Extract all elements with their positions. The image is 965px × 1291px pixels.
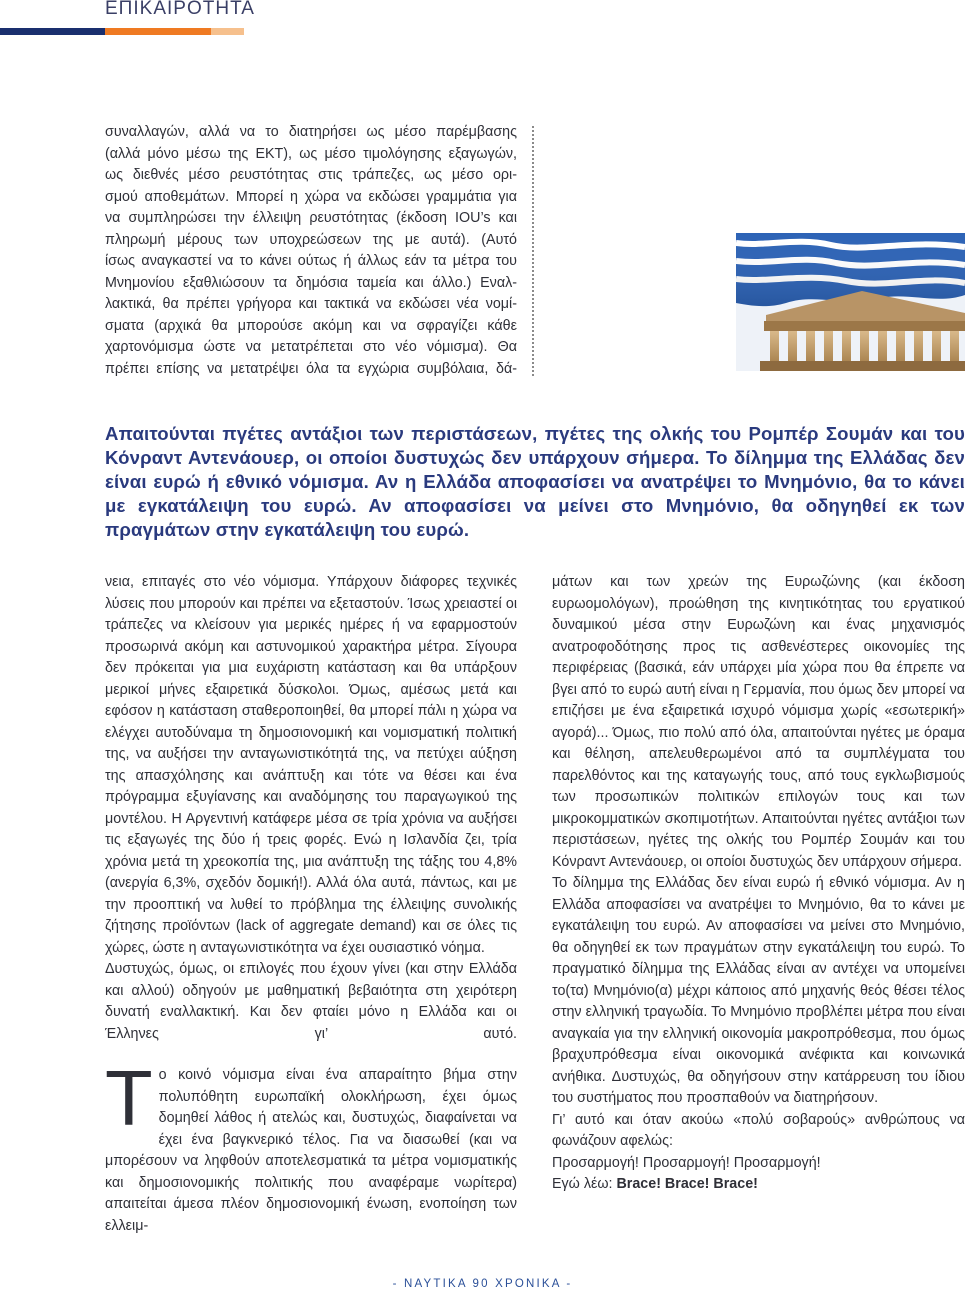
paragraph: Γι’ αυτό και όταν ακούω «πολύ σοβαρούς» ανθρώπους να φωνάζουν αφελώς: — [552, 1111, 965, 1149]
text-line: να συμπληρώσει την έλλειψη ρευστότητας (έκδοση IOU’s και — [105, 210, 517, 226]
paragraph: Το δίλημμα της Ελλάδας δεν είναι ευρώ ή εθνικό νόμισμα. Αν η Ελλάδα αποφασίσει να ανατρέψει το Μνημόνιο, θα το κάνει με εγκατάλειψη του ευρώ. Αν αποφασίσει να μείνει στο Μνημόνιο, θα οδηγηθεί εκ των πραγμάτων στην εγκατάλειψη του ευρώ. Το πραγματικό δίλημμα της Ελλάδας είναι αν αντέχει να υπομείνει το(τα) Μνημόνιο(α) μέχρι κάποιος από μηχανής θεός θέσει τέλος στην ελληνική τραγωδία. Το Μνημόνιο προβλέπει μέτρα που είναι αναγκαία για την ελληνική οικονομία μακροπρόθεσμα, που όμως βραχυπρόθεσμα είναι οικονομικά ανέφικτα και κοινωνικά ανήθικα. Δυστυχώς, θα οδηγήσουν στην κατάρρευση του ίδιου του συστήματος που προσπαθούν να διατηρήσουν. — [552, 875, 965, 1106]
text-line: πληρωμή μέρους των υποχρεώσεων της με αυτά). (Αυτό — [105, 231, 517, 248]
text-line: Μνημονίου εξαθλιώσουν τα δημόσια ταμεία και άλλο.) Εναλ- — [105, 274, 517, 291]
paragraph-text: Εγώ λέω: — [552, 1176, 617, 1192]
header-bar-navy — [0, 28, 105, 35]
paragraph-text: ο κοινό νόμισμα είναι ένα απαραίτητο βήμα στην πολυπόθητη ευρωπαϊκή ολοκλήρωση, έχει όμως δομηθεί λάθος ή ατελώς και, δυστυχώς, διαφαίνεται να έχει ένα βαγκνερικό τέλος. Για να διασωθεί (και να μπορέσουν να ληφθούν αποτελεσματικά τα μέτρα νομισματικής και δημοσιονομικής πολιτικής που αναφέραμε νωρίτερα) απαιτείται άμεσα πλέον δημοσιονομική ένωση, ενοποίηση των ελλειμ- — [105, 1067, 517, 1234]
text-line: λακτικά, θα πρέπει γρήγορα και τακτικά να εκδώσει νέα νομί- — [105, 296, 517, 312]
text-line: σματα (αρχικά θα μπορούσε ακόμη και να σφραγίζει κάθε — [105, 317, 517, 334]
text-line: χαρτονόμισμα ώστε να μετατρέπεται στο νέο νόμισμα). Θα — [105, 339, 517, 355]
header-bar-orange — [105, 28, 211, 35]
column-divider — [532, 126, 534, 376]
page-number: 90 — [472, 1278, 490, 1290]
drop-cap: Τ — [105, 1054, 153, 1142]
acropolis-flag-photo — [736, 233, 965, 371]
bold-emphasis: Brace! Brace! Brace! — [616, 1176, 758, 1192]
page-footer — [0, 1278, 965, 1290]
section-title: ΕΠΙΚΑΙΡΟΤΗΤΑ — [105, 0, 255, 19]
left-text-column — [105, 572, 517, 1237]
text-line: πρέπει επίσης να μετατρέψει όλα τα εγχώρια συμβόλαια, δά- — [105, 360, 517, 377]
text-line: σμού αποθεμάτων. Μπορεί η χώρα να εκδώσει γραμμάτια για — [105, 188, 517, 205]
pull-quote: Απαιτούνται πγέτες αντάξιοι των περιστάσεων, πγέτες της ολκής του Ρομπέρ Σουμάν και του Κόνραντ Αντενάουερ, οι οποίοι δυστυχώς δεν υπάρχουν σήμερα. Το δίλημμα της Ελλάδας δεν είναι ευρώ ή εθνικό νόμισμα. Αν η Ελλάδα αποφασίσει να ανατρέψει το Μνημόνιο, θα το κάνει με εγκατάλειψη του ευρώ. Αν αποφασίσει να μείνει στο Μνημόνιο, θα οδηγηθεί εκ των πραγμάτων στην εγκατάλειψη του ευρώ. — [105, 423, 965, 540]
top-text-column — [105, 122, 517, 380]
header-bar-peach — [211, 28, 244, 35]
paragraph: Δυστυχώς, όμως, οι επιλογές που έχουν γίνει (και στην Ελλάδα και αλλού) οδηγούν με μαθηματική βεβαιότητα στη χειρότερη δυνατή εναλλακτική. Και δεν φταίει μόνο η Ελλάδα και οι Έλληνες γι’ αυτό. — [105, 961, 517, 1042]
text-line: συναλλαγών, αλλά να το διατηρήσει ως μέσο παρέμβασης — [105, 124, 517, 140]
footer-right: ΧΡΟΝΙΚΑ - — [489, 1278, 573, 1290]
text-line: ίσως αναγκαστεί να το κάνει ούτως ή άλλως εάν τα μέτρα του — [105, 253, 517, 269]
right-text-column — [552, 572, 965, 1196]
paragraph-with-dropcap — [105, 1054, 517, 1237]
paragraph — [552, 1174, 965, 1196]
footer-left: - ΝΑΥΤΙΚΑ — [392, 1278, 473, 1290]
paragraph: νεια, επιταγές στο νέο νόμισμα. Υπάρχουν διάφορες τεχνικές λύσεις που μπορούν και πρέπει να εξεταστούν. Ίσως χρειαστεί οι τράπεζες να κλείσουν για μερικές ημέρες ή να εφαρμοστούν προσωρινά ακόμη και αστυνομικού χαρακτήρα μέτρα. Σίγουρα δεν πρόκειται για μια ευχάριστη κατάσταση και θα υπάρξουν μερικοί μήνες εξαιρετικά δύσκολοι. Όμως, αμέσως μετά και εφόσον η κατάσταση σταθεροποιηθεί, θα μπορεί πάλι η χώρα να ελέγχει αυτοδύναμα τη δημοσιονομική και νομισματική πολιτική της, να αυξήσει την ανταγωνιστικότητά της, να πετύχει αύξηση της απασχόλησης και ανάπτυξη και τότε να θέσει και ένα πρόγραμμα εξυγίανσης και αναδόμησης του παραγωγικού της μοντέλου. Η Αργεντινή κατάφερε μέσα σε τρία χρόνια να αυξήσει τις εξαγωγές της δύο ή τρεις φορές. Ενώ η Ισλανδία ζει, τρία χρόνια μετά τη χρεοκοπία της, μια ανάπτυξη της τάξης του 4,8% (ανεργία 6,3%, σχεδόν δομική!). Αλλά όλα αυτά, πάντως, και με την προοπτική να λυθεί το πρόβλημα της έλλειψης συνολικής ζήτησης προϊόντων (lack of aggregate demand) και σε όλες τις χώρες, ώστε η ανταγωνιστικότητα να έχει ουσιαστικό νόημα. — [105, 574, 517, 956]
text-line: ως διεθνές μέσο ρευστότητας στις τράπεζες, ως μέσο ορι- — [105, 167, 517, 183]
text-line: (αλλά μόνο μέσω της ΕΚΤ), ως μέσο τιμολόγησης εξαγωγών, — [105, 145, 517, 162]
paragraph: μάτων και των χρεών της Ευρωζώνης (και έκδοση ευρωομολόγων), προώθηση της κινητικότητας του εργατικού δυναμικού μέσα στην Ευρωζώνη και ένας μηχανισμός ανατροφοδότησης προς τις ασθενέστερες οικονομίες της περιφέρειας (βασικά, εάν υπάρχει μία χώρα που θα έπρεπε να βγει από το ευρώ αυτή είναι η Γερμανία, που όμως δεν μπορεί να επιζήσει με ένα εξαιρετικά ισχυρό νόμισμα χωρίς «εσωτερική» αγορά)... Όμως, πιο πολύ από όλα, απαιτούνται ηγέτες με όραμα και θέληση, απελευθερωμένοι από τα συμπλέγματα του παρελθόντος και της καταγωγής τους, από τους εγκλωβισμούς των προσωπικών πολιτικών επιλογών τους και των μικροκομματικών σκοπιμοτήτων. Απαιτούνται ηγέτες αντάξιοι των περιστάσεων, ηγέτες της ολκής του Ρομπέρ Σουμάν και του Κόνραντ Αντενάουερ, οι οποίοι δυστυχώς δεν υπάρχουν σήμερα. — [552, 574, 965, 870]
paragraph: Προσαρμογή! Προσαρμογή! Προσαρμογή! — [552, 1154, 821, 1171]
